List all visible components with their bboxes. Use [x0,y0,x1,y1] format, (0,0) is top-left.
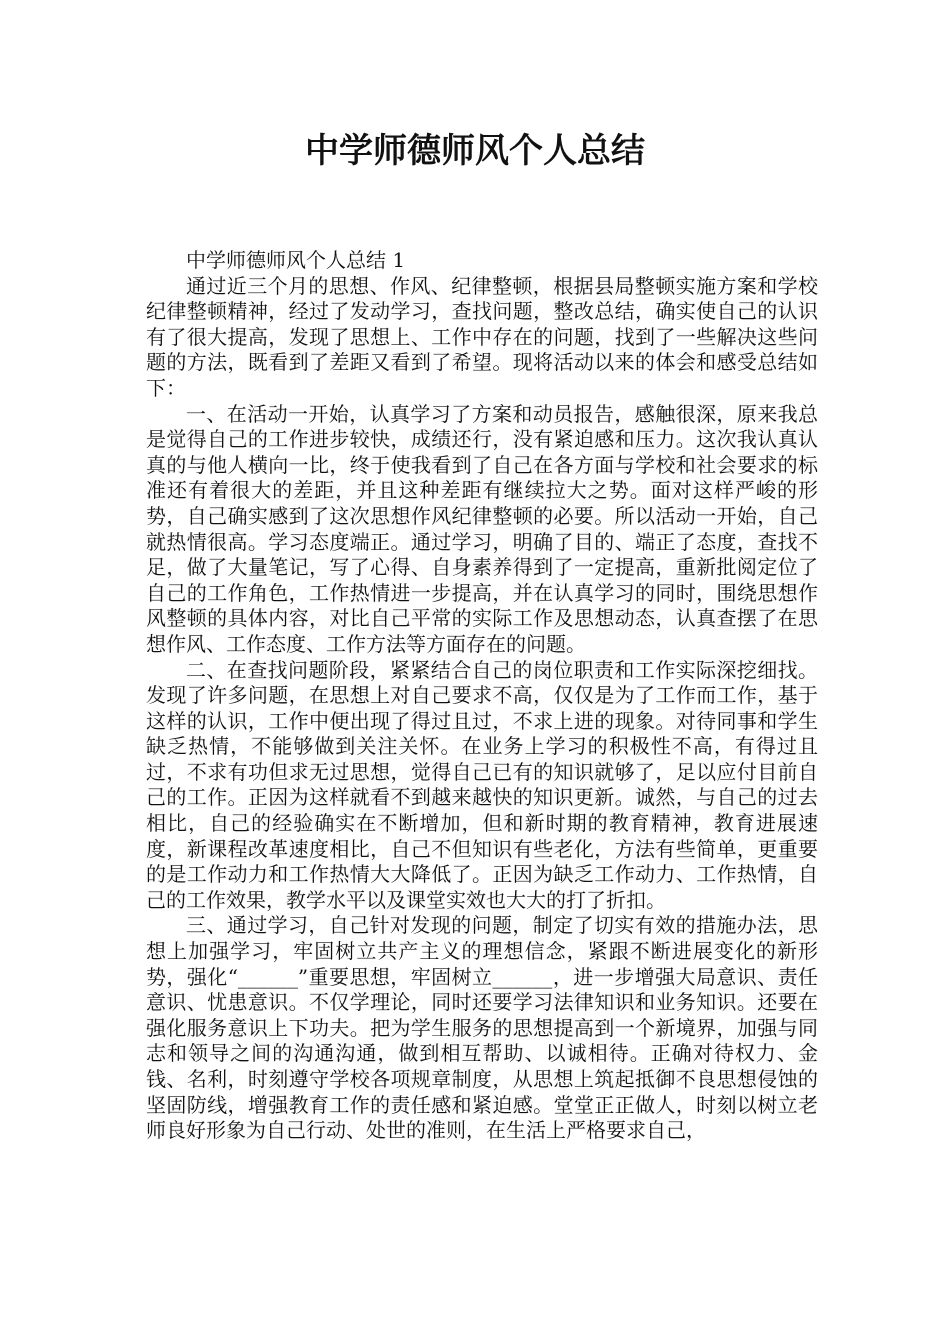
body-paragraph: 通过近三个月的思想、作风、纪律整顿，根据县局整顿实施方案和学校纪律整顿精神，经过了发动学习，查找问题，整改总结，确实使自己的认识有了很大提高，发现了思想上、工作中存在的问题，找到了一些解决这些问题的方法，既看到了差距又看到了希望。现将活动以来的体会和感受总结如下： [146,273,818,400]
body-paragraph: 二、在查找问题阶段，紧紧结合自己的岗位职责和工作实际深挖细找。发现了许多问题，在思想上对自己要求不高，仅仅是为了工作而工作，基于这样的认识，工作中便出现了得过且过，不求上进的现象。对待同事和学生缺乏热情，不能够做到关注关怀。在业务上学习的积极性不高，有得过且过，不求有功但求无过思想，觉得自己已有的知识就够了，足以应付目前自己的工作。正因为这样就看不到越来越快的知识更新。诚然，与自己的过去相比，自己的经验确实在不断增加，但和新时期的教育精神，教育进展速度，新课程改革速度相比，自己不但知识有些老化，方法有些简单，更重要的是工作动力和工作热情大大降低了。正因为缺乏工作动力、工作热情，自己的工作效果，教学水平以及课堂实效也大大的打了折扣。 [146,657,818,912]
body-paragraph: 一、在活动一开始，认真学习了方案和动员报告，感触很深，原来我总是觉得自己的工作进步较快，成绩还行，没有紧迫感和压力。这次我认真认真的与他人横向一比，终于使我看到了自己在各方面与学校和社会要求的标准还有着很大的差距，并且这种差距有继续拉大之势。面对这样严峻的形势，自己确实感到了这次思想作风纪律整顿的必要。所以活动一开始，自己就热情很高。学习态度端正。通过学习，明确了目的、端正了态度，查找不足，做了大量笔记，写了心得、自身素养得到了一定提高，重新批阅定位了自己的工作角色，工作热情进一步提高，并在认真学习的同时，围绕思想作风整顿的具体内容，对比自己平常的实际工作及思想动态，认真查摆了在思想作风、工作态度、工作方法等方面存在的问题。 [146,401,818,656]
body-paragraph: 三、通过学习，自己针对发现的问题，制定了切实有效的措施办法，思想上加强学习，牢固树立共产主义的理想信念，紧跟不断进展变化的新形势，强化“______”重要思想，牢固树立______，进一步增强大局意识、责任意识、忧患意识。不仅学理论，同时还要学习法律知识和业务知识。还要在强化服务意识上下功夫。把为学生服务的思想提高到一个新境界，加强与同志和领导之间的沟通沟通，做到相互帮助、以诚相待。正确对待权力、金钱、名利，时刻遵守学校各项规章制度，从思想上筑起抵御不良思想侵蚀的坚固防线，增强教育工作的责任感和紧迫感。堂堂正正做人，时刻以树立老师良好形象为自己行动、处世的准则，在生活上严格要求自己， [146,913,818,1143]
section-heading: 中学师德师风个人总结 1 [186,248,406,272]
document-body [146,248,818,1144]
document-title: 中学师德师风个人总结 [305,131,645,171]
